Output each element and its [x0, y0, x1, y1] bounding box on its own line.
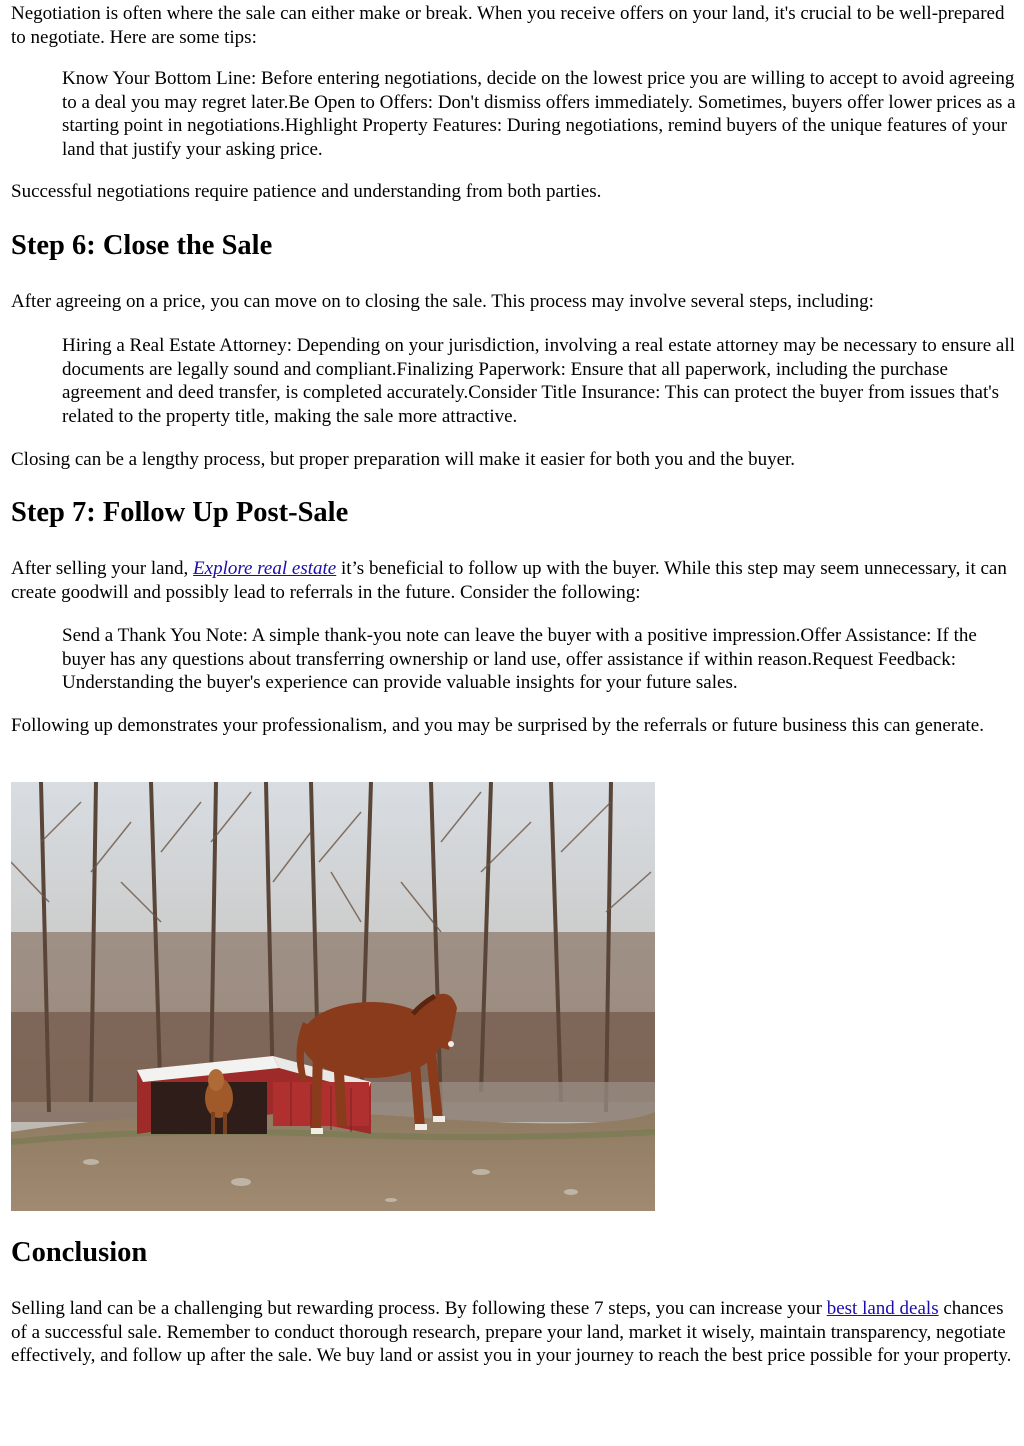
step7-heading: Step 7: Follow Up Post-Sale — [11, 497, 349, 528]
step7-text-after: it’s beneficial to follow up with the buyer. While this step may seem unnecessary, it can create goodwill and possibly lead to referrals in the future. Consider the following: — [11, 558, 1007, 603]
step7-text-before: After selling your land, — [11, 558, 194, 579]
step6-heading: Step 6: Close the Sale — [11, 230, 273, 261]
step6-closing-paragraph: Closing can be a lengthy process, but proper preparation will make it easier for both you and the buyer. — [11, 449, 796, 470]
negotiation-intro-paragraph: Negotiation is often where the sale can either make or break. When you receive offers on your land, it's crucial to be well-prepared to negotiate. Here are some tips: — [11, 3, 1005, 48]
negotiation-closing-paragraph: Successful negotiations require patience and understanding from both parties. — [11, 181, 602, 202]
best-land-deals-link[interactable]: best land deals — [826, 1298, 939, 1319]
conclusion-text-after: chances of a successful sale. Remember to conduct thorough research, prepare your land, market it wisely, maintain transparency, negotiate effectively, and follow up after the sale. We buy land or assist you in your journey to reach the best price possible for your property. — [11, 1298, 1012, 1366]
conclusion-text-before: Selling land can be a challenging but rewarding process. By following these 7 steps, you can increase your — [11, 1298, 827, 1319]
negotiation-tips-blockquote: Know Your Bottom Line: Before entering negotiations, decide on the lowest price you are willing to accept to avoid agreeing to a deal you may regret later.Be Open to Offers: Don't dismiss offers immediately. Sometimes, buyers offer lower prices as a starting point in negotiations.Highlight Property Features: During negotiations, remind buyers of the unique features of your land that justify your asking price. — [62, 68, 1016, 160]
step7-closing-paragraph: Following up demonstrates your professionalism, and you may be surprised by the referrals or future business this can generate. — [11, 715, 984, 736]
step7-intro-paragraph — [11, 557, 1016, 604]
conclusion-heading: Conclusion — [11, 1237, 148, 1268]
step7-tips-blockquote: Send a Thank You Note: A simple thank-you note can leave the buyer with a positive impression.Offer Assistance: If the buyer has any questions about transferring ownership or land use, offer assistance if within reason.Request Feedback: Understanding the buyer's experience can provide valuable insights for your future sales. — [62, 625, 977, 693]
conclusion-paragraph — [11, 1297, 1016, 1368]
step6-intro-paragraph: After agreeing on a price, you can move on to closing the sale. This process may involve several steps, including: — [11, 291, 874, 312]
explore-real-estate-link[interactable]: Explore real estate — [193, 558, 337, 579]
step6-steps-blockquote: Hiring a Real Estate Attorney: Depending on your jurisdiction, involving a real estate attorney may be necessary to ensure all documents are legally sound and compliant.Finalizing Paperwork: Ensure that all paperwork, including the purchase agreement and deed transfer, is completed accurately.Consider Title Insurance: This can protect the buyer from issues that's related to the property title, making the sale more attractive. — [62, 335, 1015, 427]
horses-shelter-photo — [11, 782, 655, 1211]
